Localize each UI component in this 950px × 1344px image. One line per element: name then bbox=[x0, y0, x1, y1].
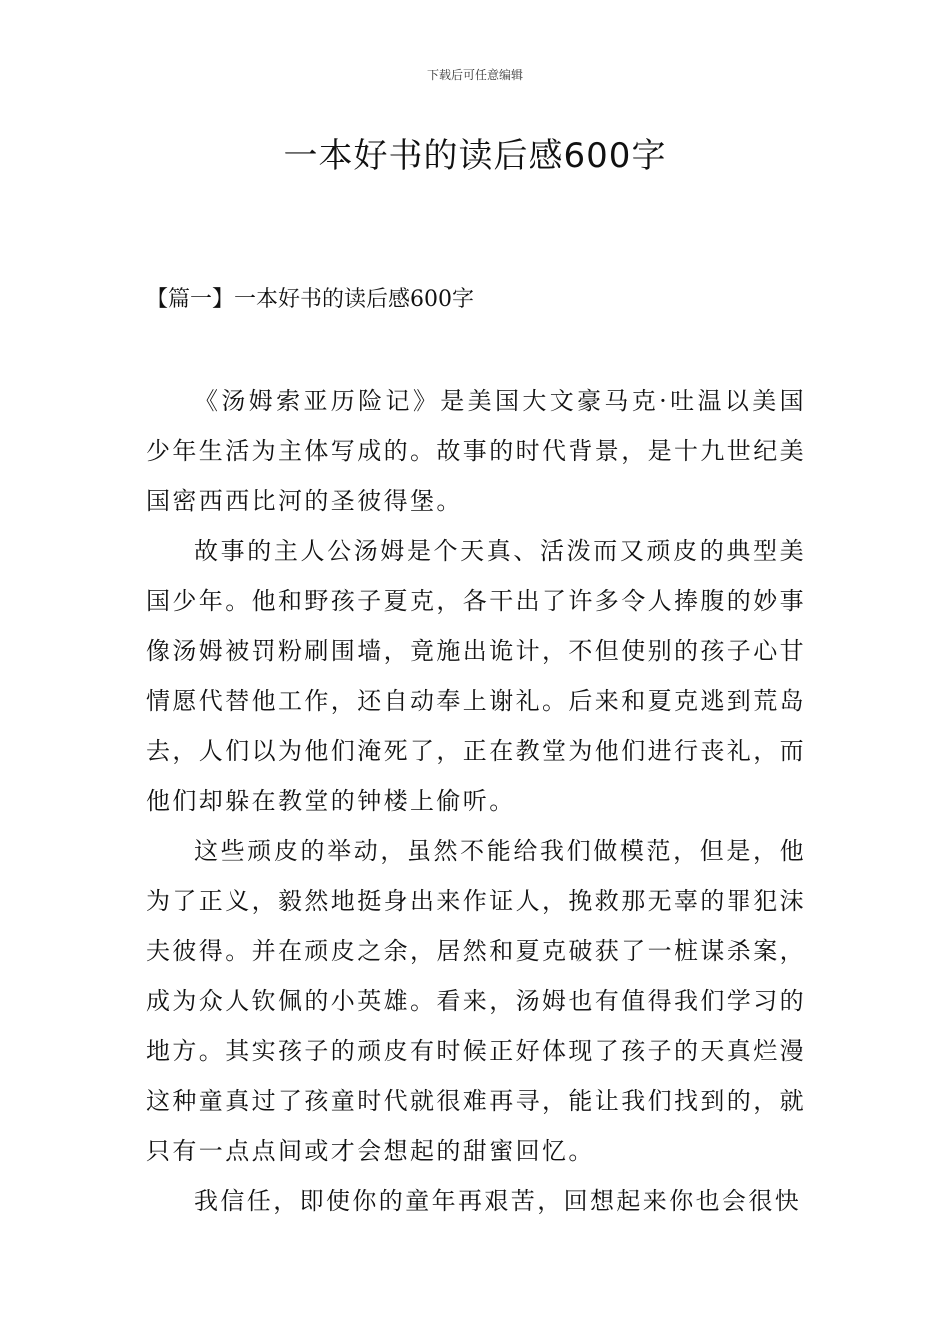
paragraph-3: 这些顽皮的举动，虽然不能给我们做模范，但是，他为了正义，毅然地挺身出来作证人，挽救那无辜的罪犯沫夫彼得。并在顽皮之余，居然和夏克破获了一桩谋杀案，成为众人钦佩的小英雄。看来，汤姆也有值得我们学习的地方。其实孩子的顽皮有时候正好体现了孩子的天真烂漫这种童真过了孩童时代就很难再寻，能让我们找到的，就只有一点点间或才会想起的甜蜜回忆。 bbox=[146, 837, 806, 1165]
header-note: 下载后可任意编辑 bbox=[426, 68, 523, 82]
paragraph-2: 故事的主人公汤姆是个天真、活泼而又顽皮的典型美国少年。他和野孩子夏克，各干出了许多令人捧腹的妙事像汤姆被罚粉刷围墙，竟施出诡计，不但使别的孩子心甘情愿代替他工作，还自动奉上谢礼。后来和夏克逃到荒岛去，人们以为他们淹死了，正在教堂为他们进行丧礼，而他们却躲在教堂的钟楼上偷听。 bbox=[146, 537, 806, 815]
section-heading: 【篇一】一本好书的读后感600字 bbox=[146, 287, 474, 312]
paragraph-4: 我信任，即使你的童年再艰苦，回想起来你也会很快 bbox=[194, 1187, 802, 1215]
document-body bbox=[146, 376, 806, 1226]
document-title: 一本好书的读后感600字 bbox=[283, 136, 667, 176]
paragraph-1: 《汤姆索亚历险记》是美国大文豪马克·吐温以美国少年生活为主体写成的。故事的时代背景，是十九世纪美国密西西比河的圣彼得堡。 bbox=[146, 387, 806, 515]
